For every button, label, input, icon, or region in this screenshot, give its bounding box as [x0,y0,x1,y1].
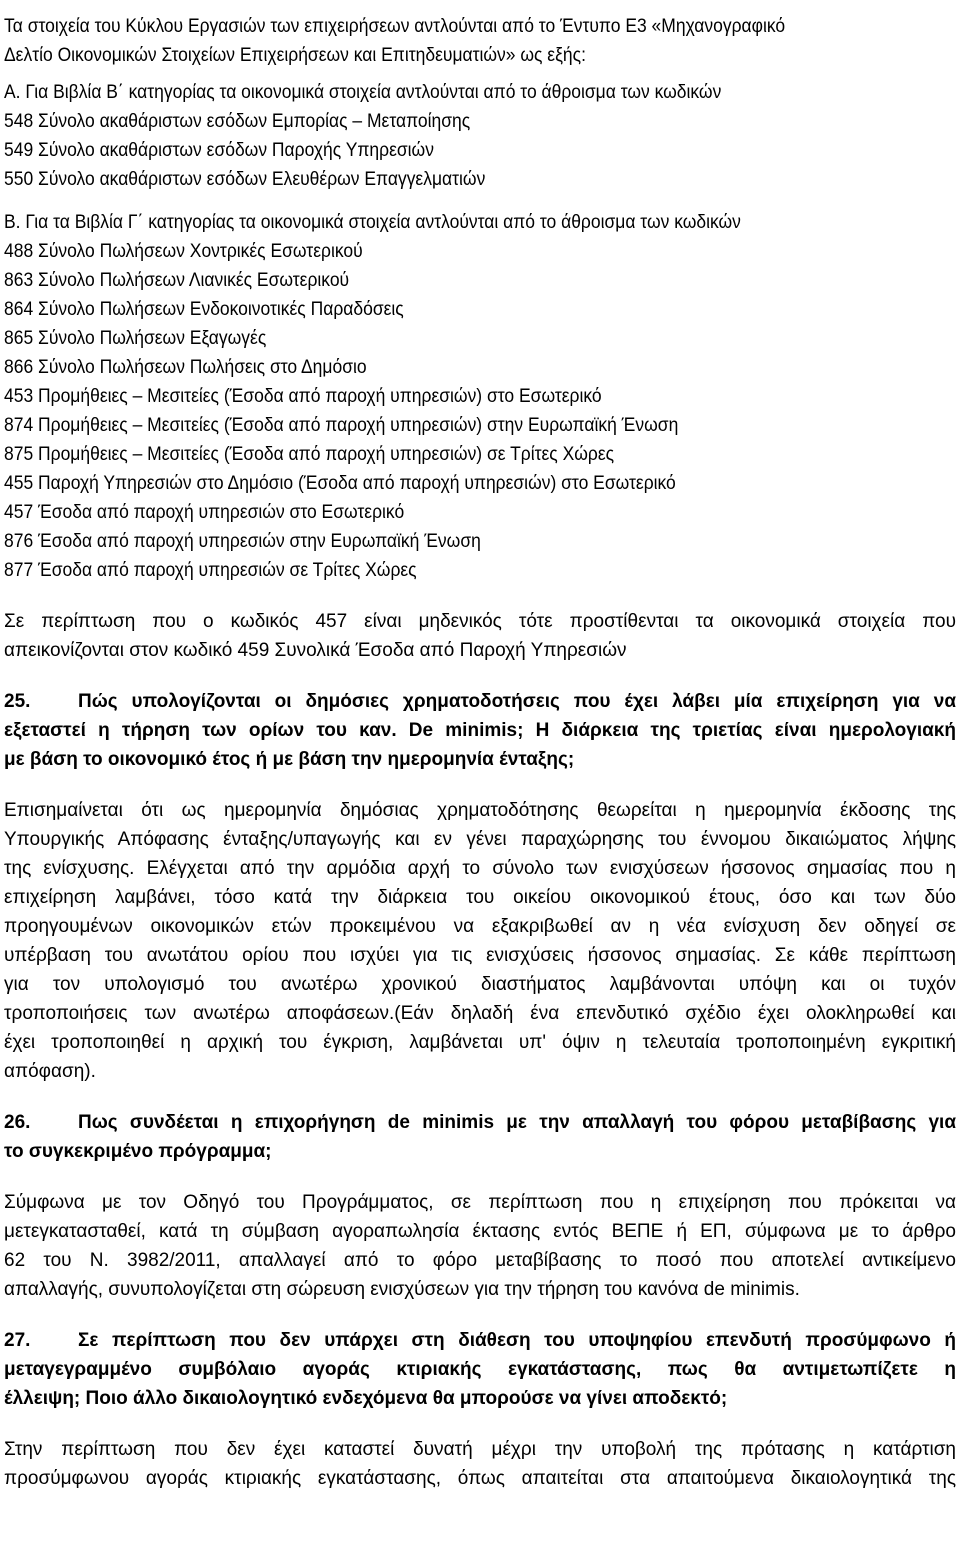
code-item: 865 Σύνολο Πωλήσεων Εξαγωγές [4,328,267,349]
code-item: 550 Σύνολο ακαθάριστων εσόδων Ελευθέρων Επαγγελματιών [4,169,486,190]
section-a-heading: Α. Για Βιβλία Β΄ κατηγορίας τα οικονομικά στοιχεία αντλούνται από το άθροισμα των κωδικών [4,82,722,103]
paragraph-line: μετεγκατασταθεί, κατά τη σύμβαση αγοραπωλησία έκτασης εντός ΒΕΠΕ ή ΕΠ, σύμφωνα με το άρθρο [4,1221,956,1242]
question-25 [4,687,956,774]
paragraph-line: προσύμφωνου αγοράς κτιριακής εγκατάστασης, όπως απαιτείται στα απαιτούμενα δικαιολογητικά της [4,1468,956,1489]
paragraph-line: Σύμφωνα με τον Οδηγό του Προγράμματος, σε περίπτωση που η επιχείρηση που πρόκειται να [4,1192,956,1213]
code-item: 453 Προμήθειες – Μεσιτείες (Έσοδα από παροχή υπηρεσιών) στο Εσωτερικό [4,386,602,407]
paragraph-line: της ενίσχυσης. Ελέγχεται από την αρμόδια αρχή το σύνολο των ενισχύσεων ήσσονος σημασίας που η [4,858,956,879]
paragraph-line: απαλλαγής, συνυπολογίζεται στη σώρευση ενισχύσεων για την τήρηση του κανόνα de minimis. [4,1279,800,1300]
code-item: 866 Σύνολο Πωλήσεων Πωλήσεις στο Δημόσιο [4,357,367,378]
code-item: 548 Σύνολο ακαθάριστων εσόδων Εμπορίας – Μεταποίησης [4,111,471,132]
answer-25 [4,796,956,1086]
question-line: με βάση το οικονομικό έτος ή με βάση την ημερομηνία ένταξης; [4,749,575,770]
paragraph-line: για τον υπολογισμό του ανωτέρω χρονικού διαστήματος λαμβάνονται υπόψη και οι τυχόν [4,974,956,995]
question-line: Σε περίπτωση που δεν υπάρχει στη διάθεση του υποψηφίου επενδυτή προσύμφωνο ή [78,1330,956,1351]
question-number: 27. [4,1330,31,1351]
question-line: εξεταστεί η τήρηση των ορίων του καν. De minimis; Η διάρκεια της τριετίας είναι ημερολογιακή [4,720,956,741]
paragraph-line: Στην περίπτωση που δεν έχει καταστεί δυνατή μέχρι την υποβολή της πρότασης η κατάρτιση [4,1439,956,1460]
code-item: 864 Σύνολο Πωλήσεων Ενδοκοινοτικές Παραδόσεις [4,299,404,320]
code-item: 457 Έσοδα από παροχή υπηρεσιών στο Εσωτερικό [4,502,405,523]
question-number: 25. [4,691,31,712]
paragraph-line: Επισημαίνεται ότι ως ημερομηνία δημόσιας χρηματοδότησης θεωρείται η ημερομηνία έκδοσης της [4,800,956,821]
paragraph-line: υπέρβαση του ανωτάτου ορίου που ισχύει για τις ενισχύσεις ήσσονος σημασίας. Σε κάθε περίπτωση [4,945,956,966]
paragraph-line: Σε περίπτωση που ο κωδικός 457 είναι μηδενικός τότε προστίθενται τα οικονομικά στοιχεία που [4,611,956,632]
question-line: Πως συνδέεται η επιχορήγηση de minimis με την απαλλαγή του φόρου μεταβίβασης για [78,1112,956,1133]
question-line: το συγκεκριμένο πρόγραμμα; [4,1141,272,1162]
paragraph-line: τροποποιήσεις των ανωτέρω αποφάσεων.(Εάν δηλαδή ένα επενδυτικό σχέδιο έχει ολοκληρωθεί και [4,1003,956,1024]
question-line: μεταγεγραμμένο συμβόλαιο αγοράς κτιριακής εγκατάστασης, πως θα αντιμετωπίζετε η [4,1359,956,1380]
answer-27 [4,1435,956,1493]
paragraph-line: επιχείρηση λαμβάνει, τόσο κατά την διάρκεια του οικείου οικονομικού έτους, όσο και των δύο [4,887,956,908]
note-paragraph [4,607,956,665]
document-page [4,12,956,1493]
intro-line: Τα στοιχεία του Κύκλου Εργασιών των επιχειρήσεων αντλούνται από το Έντυπο Ε3 «Μηχανογραφικό [4,16,786,37]
code-item: 863 Σύνολο Πωλήσεων Λιανικές Εσωτερικού [4,270,350,291]
question-line: Πώς υπολογίζονται οι δημόσιες χρηματοδοτήσεις που έχει λάβει μία επιχείρηση για να [78,691,956,712]
question-27 [4,1326,956,1413]
intro-line: Δελτίο Οικονομικών Στοιχείων Επιχειρήσεων και Επιτηδευματιών» ως εξής: [4,45,586,66]
answer-26 [4,1188,956,1304]
paragraph-line: απεικονίζονται στον κωδικό 459 Συνολικά Έσοδα από Παροχή Υπηρεσιών [4,640,627,661]
paragraph-line: Υπουργικής Απόφασης ένταξης/υπαγωγής και εν γένει παραχώρησης του έννομου δικαιώματος λήψης [4,829,956,850]
code-item: 488 Σύνολο Πωλήσεων Χοντρικές Εσωτερικού [4,241,363,262]
paragraph-line: προηγουμένων οικονομικών ετών προκειμένου να εξακριβωθεί αν η νέα ενίσχυση δεν οδηγεί σε [4,916,956,937]
paragraph-line: 62 του Ν. 3982/2011, απαλλαγεί από το φόρο μεταβίβασης το ποσό που αποτελεί αντικείμενο [4,1250,956,1271]
paragraph-line: έχει τροποποιηθεί η αρχική του έγκριση, λαμβάνεται υπ' όψιν η τελευταία τροποποιημένη εγκριτική [4,1032,956,1053]
question-line: έλλειψη; Ποιο άλλο δικαιολογητικό ενδεχόμενα θα μπορούσε να γίνει αποδεκτό; [4,1388,728,1409]
code-item: 455 Παροχή Υπηρεσιών στο Δημόσιο (Έσοδα από παροχή υπηρεσιών) στο Εσωτερικό [4,473,676,494]
paragraph-line: απόφαση). [4,1061,96,1082]
code-item: 876 Έσοδα από παροχή υπηρεσιών στην Ευρωπαϊκή Ένωση [4,531,481,552]
question-number: 26. [4,1112,31,1133]
code-item: 549 Σύνολο ακαθάριστων εσόδων Παροχής Υπηρεσιών [4,140,434,161]
code-item: 875 Προμήθειες – Μεσιτείες (Έσοδα από παροχή υπηρεσιών) σε Τρίτες Χώρες [4,444,615,465]
section-b-heading: Β. Για τα Βιβλία Γ΄ κατηγορίας τα οικονομικά στοιχεία αντλούνται από το άθροισμα των κωδικών [4,212,741,233]
code-item: 874 Προμήθειες – Μεσιτείες (Έσοδα από παροχή υπηρεσιών) στην Ευρωπαϊκή Ένωση [4,415,679,436]
code-item: 877 Έσοδα από παροχή υπηρεσιών σε Τρίτες Χώρες [4,560,417,581]
question-26 [4,1108,956,1166]
